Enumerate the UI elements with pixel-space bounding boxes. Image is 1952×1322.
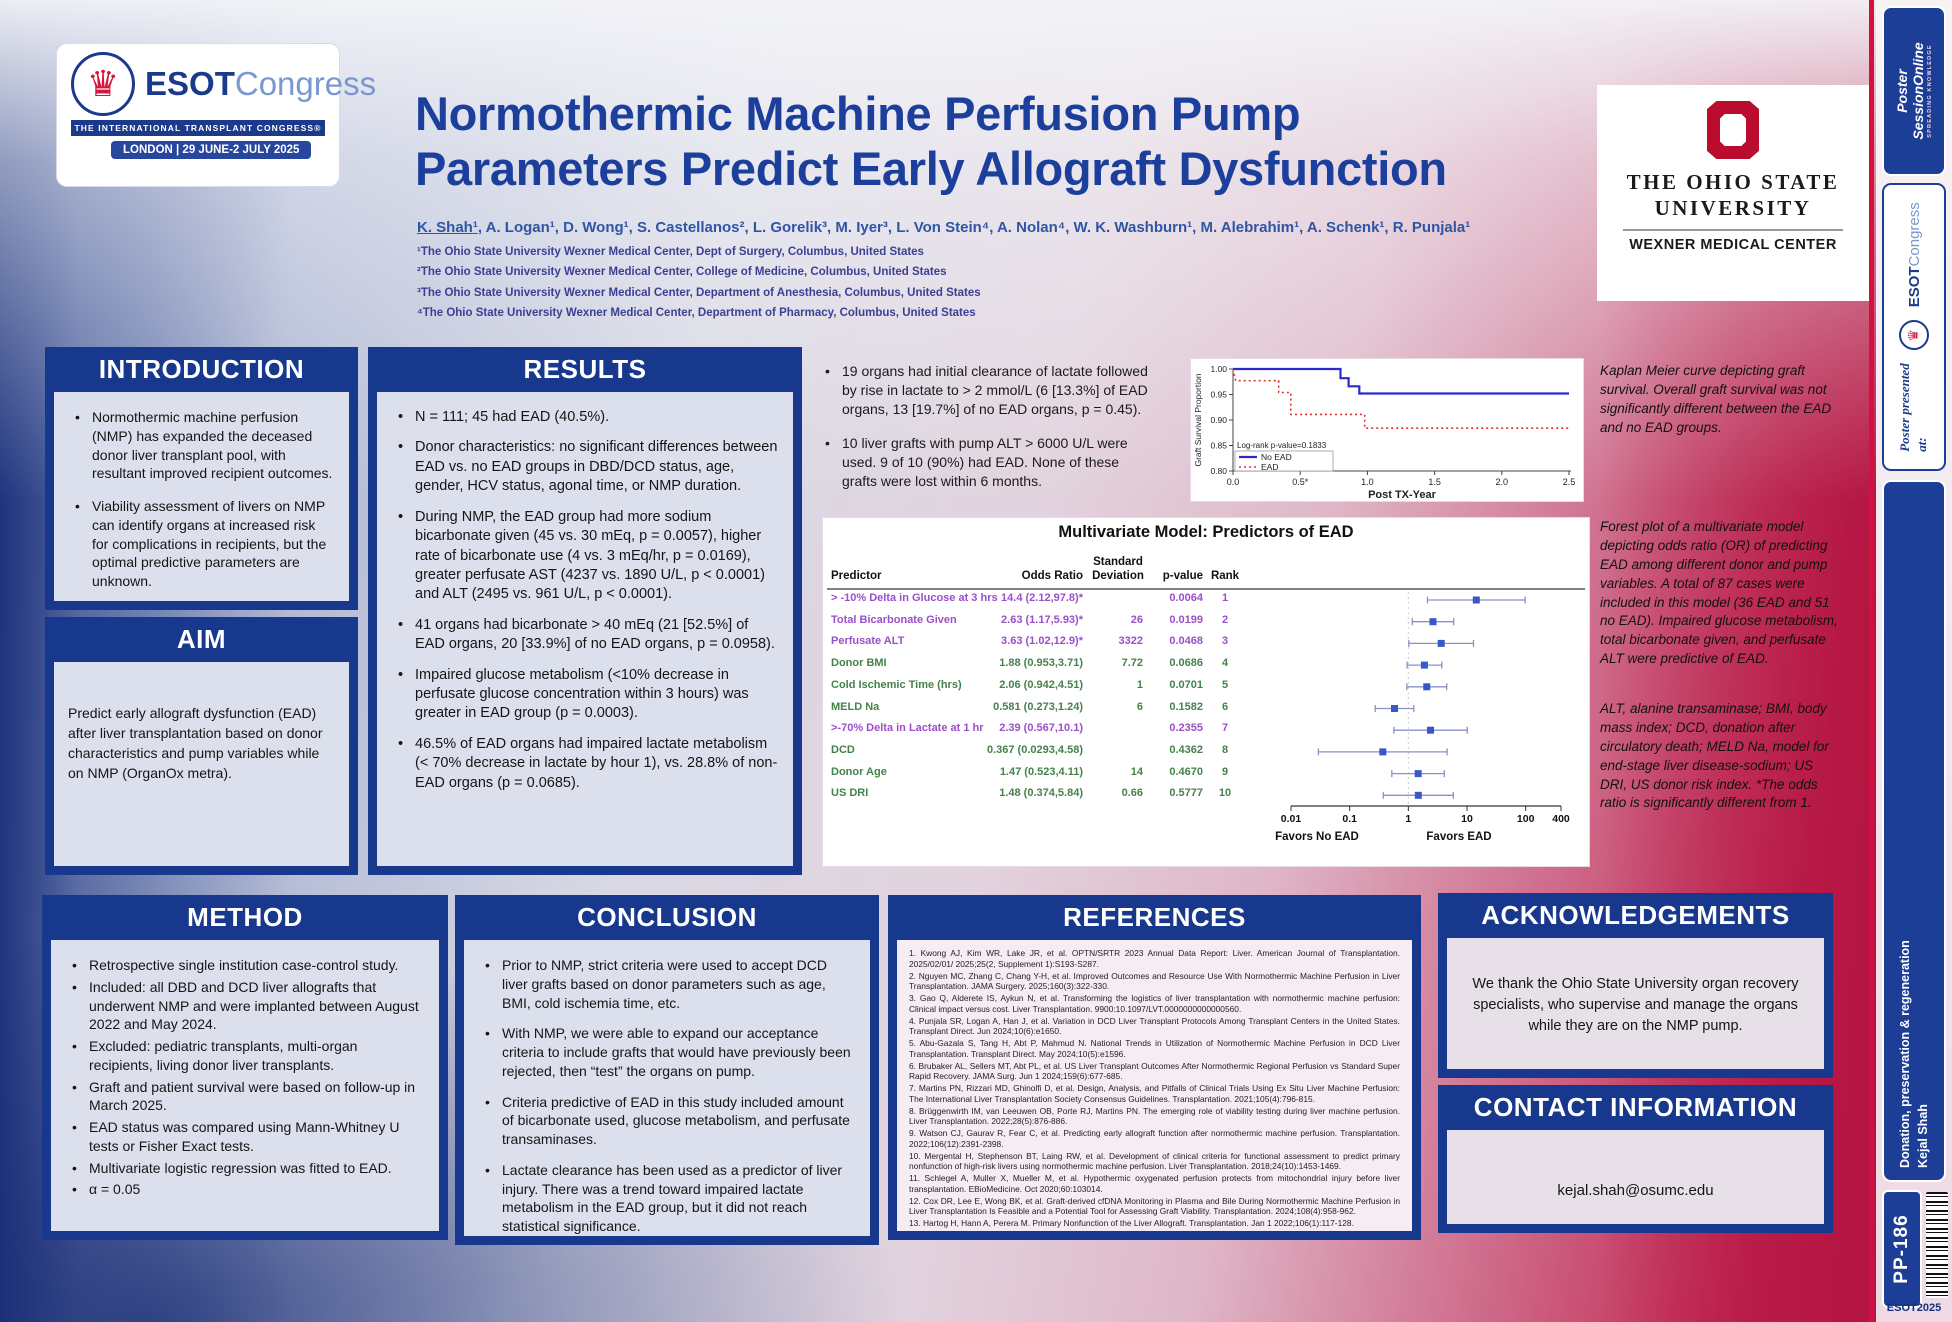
bullet-item: • 46.5% of EAD organs had impaired lactate metabolism (< 70% decrease in lactate by hour 1), vs. 28.8% of non-EAD organs (p = 0.0685). <box>391 735 779 793</box>
results-extra-bullets <box>818 362 1153 507</box>
forest-col-predictor: Predictor <box>831 570 882 582</box>
forest-cell: 0.0701 <box>1169 678 1203 691</box>
forest-col-odds-ratio: Odds Ratio <box>1021 570 1083 582</box>
forest-cell: 0.581 (0.273,1.24) <box>993 700 1083 713</box>
svg-text:No EAD: No EAD <box>1261 452 1292 462</box>
bullet-item: • EAD status was compared using Mann-Whitney U tests or Fisher Exact tests. <box>65 1118 425 1156</box>
forest-cell: 1.47 (0.523,4.11) <box>999 765 1083 778</box>
references-body <box>897 940 1412 1231</box>
bullet-item: • 19 organs had initial clearance of lactate followed by rise in lactate to > 2 mmol/L (6 [13.3%] of EAD organs, 13 [19.7%] of no EAD organs, p = 0.45). <box>818 362 1153 418</box>
forest-col-standard-deviation: Standard Deviation <box>1092 556 1144 583</box>
km-annotation: Kaplan Meier curve depicting graft survival. Overall graft survival was not significantly different between the EAD and no EAD groups. <box>1600 363 1832 435</box>
forest-cell: > -10% Delta in Glucose at 3 hrs <box>831 592 998 604</box>
bullet-item: • Donor characteristics: no significant differences between EAD vs. no EAD groups in DBD/DCD status, age, gender, HCV status, agonal time, or NMP duration. <box>391 438 779 496</box>
aim-text: Predict early allograft dysfunction (EAD) after liver transplantation based on donor characteristics and pump variables while on NMP (OrganOx metra). <box>68 705 323 781</box>
section-contact <box>1438 1085 1833 1233</box>
svg-text:Favors No EAD: Favors No EAD <box>1275 831 1359 843</box>
pso-tagline: SPREADING KNOWLEDGE <box>1927 44 1934 138</box>
section-conclusion <box>455 895 879 1245</box>
affiliation-line: ³The Ohio State University Wexner Medical Center, Department of Anesthesia, Columbus, United States <box>417 286 981 299</box>
kaplan-meier-chart <box>1190 358 1584 502</box>
svg-text:1.5: 1.5 <box>1428 477 1441 487</box>
references-title: REFERENCES <box>1063 902 1246 932</box>
forest-annotation: Forest plot of a multivariate model depicting odds ratio (OR) of predicting EAD among different donor and pump variables. A total of 87 cases were included in this model (36 EAD and 51 no EAD). Impaired glucose metabolism, total bicarbonate given, and perfusate ALT were predictive of EAD. <box>1600 519 1838 667</box>
esot-congress-logo <box>57 44 377 186</box>
bullet-item: • During NMP, the EAD group had more sodium bicarbonate given (45 vs. 30 mEq, p = 0.0057), higher rate of bicarbonate use (4 vs. 3 mEq/hr, p = 0.0169), greater perfusate AST (4237 vs. 1890 U/L, p < 0.0001) and ALT (2495 vs. 961 U/L, p < 0.0001). <box>391 508 779 605</box>
reference-item: 9. Watson CJ, Gaurav R, Fear C, et al. Predicting early allograft function after normothermic machine perfusion. Transplantation. 2022;106(12):2391-2398. <box>909 1128 1400 1149</box>
svg-text:Favors EAD: Favors EAD <box>1426 831 1492 843</box>
forest-cell: 7.72 <box>1121 657 1143 670</box>
poster-presented-box <box>1882 183 1946 471</box>
affiliation-list <box>417 242 981 324</box>
forest-cell: 1.48 (0.374,5.84) <box>999 787 1083 800</box>
esot-crown-icon: ♛ <box>71 52 135 116</box>
osu-logo-box <box>1597 85 1869 301</box>
forest-cell: 6 <box>1136 700 1143 713</box>
presenting-author: K. Shah¹ <box>417 219 478 236</box>
forest-cell: 14.4 (2.12,97.8)* <box>1001 592 1083 604</box>
acknowledgements-title: ACKNOWLEDGEMENTS <box>1481 900 1790 930</box>
reference-item: 11. Schlegel A, Muller X, Mueller M, et al. Hypothermic oxygenated perfusion protects from mitochondrial injury before liver transplantation. EBioMedicine. Oct 2020;60:103014. <box>909 1173 1400 1194</box>
forest-cell: Cold Ischemic Time (hrs) <box>831 678 962 691</box>
svg-text:0.01: 0.01 <box>1280 813 1302 825</box>
poster-number-box <box>1882 1190 1922 1308</box>
forest-cell: Donor Age <box>831 765 887 778</box>
esot2025-label: ESOT2025 <box>1886 1302 1942 1314</box>
bullet-item: • N = 111; 45 had EAD (40.5%). <box>391 408 779 427</box>
bullet-item: • Normothermic machine perfusion (NMP) has expanded the deceased donor liver transplant pool, with resultant improved recipient outcomes. <box>68 408 335 483</box>
forest-cell: Total Bicarbonate Given <box>831 613 957 626</box>
forest-cell: 8 <box>1221 743 1229 756</box>
osu-name-line2: UNIVERSITY <box>1654 196 1812 221</box>
forest-cell: 4 <box>1221 657 1229 670</box>
bullet-item: • Criteria predictive of EAD in this study included amount of bicarbonate used, glucose metabolism, and perfusate transaminases. <box>478 1093 856 1149</box>
forest-cell: 3.63 (1.02,12.9)* <box>1001 635 1083 648</box>
aim-title: AIM <box>176 624 227 654</box>
introduction-body <box>54 392 349 601</box>
svg-text:1.0: 1.0 <box>1361 477 1374 487</box>
reference-item: 8. Brüggenwirth IM, van Leeuwen OB, Porte RJ, Martins PN. The emerging role of viability testing during liver machine perfusion. Liver Transplantation. 2022;28(5):876-886. <box>909 1105 1400 1127</box>
poster-presented-label <box>1897 363 1931 451</box>
forest-cell: 7 <box>1221 722 1229 735</box>
introduction-title: INTRODUCTION <box>98 354 305 384</box>
section-method <box>42 895 448 1240</box>
accent-red-line <box>1869 0 1874 1322</box>
svg-text:0.0: 0.0 <box>1226 477 1240 487</box>
forest-cell: 3322 <box>1118 635 1143 648</box>
reference-item: 10. Mergental H, Stephenson BT, Laing RW, et al. Development of clinical criteria for functional assessment to predict primary nonfunction of high-risk livers using normothermic machine perfusion. Liver Transplantation. 2018;24(10):1453-1469. <box>909 1150 1400 1172</box>
forest-cell: US DRI <box>831 787 869 800</box>
reference-item: 5. Abu-Gazala S, Tang H, Abt P, Mahmud N. National Trends in Utilization of Normothermic Machine Perfusion in DCD Liver Transplantation. Transplant Direct. May 2024;10(5):e1596. <box>909 1038 1400 1059</box>
forest-cell: 1 <box>1136 678 1143 691</box>
method-title: METHOD <box>187 902 303 932</box>
osu-name-line1: THE OHIO STATE <box>1626 170 1840 194</box>
forest-cell: 0.0064 <box>1169 592 1203 604</box>
bullet-item: • With NMP, we were able to expand our acceptance criteria to include grafts that would have previously been rejected, then “test” the organs on pump. <box>478 1024 856 1080</box>
forest-cell: 0.4362 <box>1169 743 1203 756</box>
forest-cell: 6 <box>1221 700 1229 713</box>
forest-cell: 0.2355 <box>1169 722 1203 735</box>
abbreviations-note: ALT, alanine transaminase; BMI, body mass index; DCD, donation after circulatory death; MELD Na, model for end-stage liver disease-sodium; US DRI, US donor risk index. *The odds ratio is significantly different from 1. <box>1600 701 1829 811</box>
forest-cell: Donor BMI <box>831 657 887 670</box>
svg-text:1: 1 <box>1405 813 1412 825</box>
bullet-item: • Multivariate logistic regression was fitted to EAD. <box>65 1159 425 1178</box>
poster-title-line1: Normothermic Machine Perfusion Pump <box>415 87 1301 140</box>
bullet-item: • α = 0.05 <box>65 1180 425 1199</box>
method-body <box>51 940 439 1231</box>
pso-wordmark-line2: SessionOnline <box>1910 42 1926 140</box>
forest-col-rank: Rank <box>1210 570 1240 582</box>
esot-wordmark-light: Congress <box>234 65 377 102</box>
poster-presented-line2: at: <box>1914 437 1929 452</box>
esot-tagline: THE INTERNATIONAL TRANSPLANT CONGRESS® <box>71 120 325 136</box>
poster-number: PP-186 <box>1891 1214 1912 1284</box>
esot-event-banner: LONDON | 29 JUNE-2 JULY 2025 <box>111 141 311 159</box>
forest-cell: 0.0686 <box>1169 657 1203 670</box>
poster-presented-line1: Poster presented <box>1897 363 1913 452</box>
results-title: RESULTS <box>523 354 647 384</box>
svg-text:Log-rank p-value=0.1833: Log-rank p-value=0.1833 <box>1237 441 1327 450</box>
bullet-item: • Prior to NMP, strict criteria were used to accept DCD liver grafts based on donor parameters such as age, BMI, cold ischemia time, etc. <box>478 956 856 1012</box>
svg-text:EAD: EAD <box>1261 462 1279 472</box>
forest-cell: 0.0199 <box>1169 613 1203 626</box>
forest-cell: 9 <box>1221 765 1229 778</box>
bullet-item: • Viability assessment of livers on NMP can identify organs at increased risk for complications in recipients, but the optimal predictive parameters are unknown. <box>68 497 335 591</box>
reference-item: 4. Punjala SR, Logan A, Han J, et al. Variation in DCD Liver Transplant Protocols Among Transplant Centers in the United States. Transplant Direct. Jun 2024;10(6):e1650. <box>909 1015 1400 1037</box>
svg-text:1.00: 1.00 <box>1210 364 1227 374</box>
forest-cell: 2.39 (0.567,10.1) <box>999 722 1083 735</box>
bullet-item: • Excluded: pediatric transplants, multi-organ recipients, living donor liver transplants. <box>65 1037 425 1075</box>
forest-plot-panel <box>822 517 1590 867</box>
bullet-item: • Included: all DBD and DCD liver allografts that underwent NMP and were implanted between August 2022 and May 2024. <box>65 978 425 1034</box>
svg-text:0.5*: 0.5* <box>1292 477 1309 487</box>
forest-cell: 14 <box>1130 765 1143 778</box>
affiliation-line: ⁴The Ohio State University Wexner Medical Center, Department of Pharmacy, Columbus, United States <box>417 307 976 320</box>
forest-cell: 0.66 <box>1121 787 1143 800</box>
esot-mini-light: Congress <box>1905 202 1923 267</box>
results-body <box>377 392 793 866</box>
section-acknowledgements <box>1438 893 1833 1078</box>
forest-cell: 10 <box>1218 787 1232 800</box>
svg-text:0.85: 0.85 <box>1210 440 1227 451</box>
svg-text:0.95: 0.95 <box>1210 389 1227 400</box>
esot-mini-wordmark <box>1906 202 1923 307</box>
reference-item: 6. Brubaker AL, Sellers MT, Abt PL, et al. US Liver Transplant Outcomes After Normothermic Regional Perfusion vs Standard Super Rapid Recovery. JAMA Surg. Jun 1 2024;159(6):677-685. <box>909 1060 1400 1082</box>
forest-cell: >-70% Delta in Lactate at 1 hr <box>831 722 984 735</box>
track-banner <box>1882 480 1946 1182</box>
svg-text:400: 400 <box>1552 813 1570 825</box>
section-results <box>368 347 802 875</box>
forest-cell: 2.63 (1.17,5.93)* <box>1001 613 1083 626</box>
bullet-item: • Retrospective single institution case-control study. <box>65 956 425 975</box>
acknowledgements-text: We thank the Ohio State University organ recovery specialists, who supervise and manage the organs while they are on the NMP pump. <box>1472 976 1799 1035</box>
bullet-item: • Lactate clearance has been used as a predictor of liver injury. There was a trend toward impaired lactate metabolism in the EAD group, but it did not reach statistical significance. <box>478 1161 856 1236</box>
bullet-item: • 41 organs had bicarbonate > 40 mEq (21 [52.5%] of EAD organs, 20 [33.9%] of no EAD organs, p = 0.0958). <box>391 616 779 655</box>
svg-text:10: 10 <box>1461 813 1473 825</box>
section-introduction <box>45 347 358 610</box>
bullet-item: • 10 liver grafts with pump ALT > 6000 U/L were used. 9 of 10 (90%) had EAD. None of these grafts were lost within 6 months. <box>818 434 1153 490</box>
forest-cell: 0.0468 <box>1169 635 1203 648</box>
contact-title: CONTACT INFORMATION <box>1473 1092 1798 1122</box>
poster-title <box>415 86 1595 197</box>
reference-item: 12. Cox DR, Lee E, Wong BK, et al. Graft-derived cfDNA Monitoring in Plasma and Bile During Normothermic Machine Perfusion in Liver Transplantation Is Feasible and a Potential Tool for Assessing Graft Viability. Transplantation. 2024;108(4):958-962. <box>909 1195 1400 1217</box>
esot-congress-wordmark <box>145 65 376 103</box>
bullet-item: • Graft and patient survival were based on follow-up in March 2025. <box>65 1078 425 1116</box>
forest-cell: 26 <box>1130 613 1143 626</box>
barcode <box>1926 1192 1948 1298</box>
svg-text:2.0: 2.0 <box>1495 477 1509 487</box>
reference-item: 3. Gao Q, Alderete IS, Aykun N, et al. Transforming the logistics of liver transplantation with normothermic machine perfusion: Clinical impact versus cost. Liver Transplantation. 9900:10.1097/LVT.0000000000000560. <box>909 993 1400 1014</box>
svg-text:Graft Survival Proportion: Graft Survival Proportion <box>1193 373 1203 467</box>
esot-mini-crown-icon: ♛ <box>1899 320 1929 350</box>
conclusion-body <box>464 940 870 1236</box>
section-aim <box>45 617 358 875</box>
track-name: Donation, preservation & regeneration <box>1898 940 1912 1168</box>
affiliation-line: ¹The Ohio State University Wexner Medical Center, Dept of Surgery, Columbus, United States <box>417 246 924 258</box>
contact-email: kejal.shah@osumc.edu <box>1557 1182 1714 1199</box>
forest-cell: 0.1582 <box>1169 700 1203 713</box>
forest-plot-title: Multivariate Model: Predictors of EAD <box>1058 523 1354 541</box>
forest-cell: MELD Na <box>831 700 880 713</box>
reference-item: 2. Nguyen MC, Zhang C, Chang Y-H, et al. Improved Outcomes and Resource Use With Normothermic Machine Perfusion in Liver Transplantation. JAMA Surgery. 2025;160(3):322-330. <box>909 970 1400 992</box>
forest-cell: 1.88 (0.953,3.71) <box>999 657 1083 670</box>
svg-text:2.5: 2.5 <box>1562 477 1576 487</box>
svg-text:100: 100 <box>1516 813 1535 825</box>
bullet-item: • Impaired glucose metabolism (<10% decrease in perfusate glucose concentration within 3 hours) was greater in EAD group (p = 0.0003). <box>391 666 779 724</box>
forest-cell: 0.4670 <box>1169 765 1203 778</box>
svg-text:Post TX-Year: Post TX-Year <box>1368 489 1436 501</box>
forest-cell: 2.06 (0.942,4.51) <box>999 678 1083 691</box>
coauthors: , A. Logan¹, D. Wong¹, S. Castellanos², L. Gorelik³, M. Iyer³, L. Von Stein⁴, A. Nolan⁴, W. K. Washburn¹, M. Alebrahim¹, A. Schenk¹, R. Punjala¹ <box>477 219 1471 236</box>
forest-cell: Perfusate ALT <box>831 635 905 648</box>
esot-wordmark-bold: ESOT <box>145 65 235 102</box>
forest-cell: 0.367 (0.0293,4.58) <box>986 743 1083 756</box>
reference-item: 13. Hartog H, Hann A, Perera M. Primary Nonfunction of the Liver Allograft. Transplantation. Jan 1 2022;106(1):117-128. <box>909 1218 1354 1228</box>
svg-text:0.80: 0.80 <box>1210 466 1227 476</box>
svg-text:0.1: 0.1 <box>1342 813 1357 825</box>
section-references <box>888 895 1421 1240</box>
author-list <box>417 219 1677 236</box>
reference-item: 1. Kwong AJ, Kim WR, Lake JR, et al. OPTN/SRTR 2023 Annual Data Report: Liver. American Journal of Transplantation. 2025/02/01/ 2025;25(2, Supplement 1):S193-S287. <box>909 948 1400 969</box>
forest-cell: 2 <box>1221 613 1229 626</box>
conclusion-title: CONCLUSION <box>577 902 757 932</box>
forest-col-p-value: p-value <box>1162 570 1203 582</box>
affiliation-line: ²The Ohio State University Wexner Medical Center, College of Medicine, Columbus, United States <box>417 266 947 279</box>
forest-cell: DCD <box>831 743 855 756</box>
osu-block-o-icon <box>1707 101 1759 159</box>
forest-cell: 1 <box>1221 592 1229 604</box>
pso-wordmark-line1: Poster <box>1893 69 1910 113</box>
poster-session-online-logo <box>1882 6 1946 176</box>
forest-cell: 5 <box>1221 678 1229 691</box>
presenter-name: Kejal Shah <box>1916 1104 1930 1168</box>
poster-title-line2: Parameters Predict Early Allograft Dysfunction <box>415 142 1447 196</box>
forest-cell: 0.5777 <box>1169 787 1203 800</box>
esot-mini-bold: ESOT <box>1905 266 1923 308</box>
forest-cell: 3 <box>1221 635 1229 648</box>
osu-name-line3: WEXNER MEDICAL CENTER <box>1629 236 1837 253</box>
reference-item: 7. Martins PN, Rizzari MD, Ghinolfi D, et al. Design, Analysis, and Pitfalls of Clinical Trials Using Ex Situ Liver Machine Perfusion: The International Liver Transplantation Society Consensus Guidelines. Transplantation. 2021;105(4):796-815. <box>909 1083 1400 1104</box>
svg-text:0.90: 0.90 <box>1210 415 1227 425</box>
osu-divider <box>1623 229 1843 231</box>
